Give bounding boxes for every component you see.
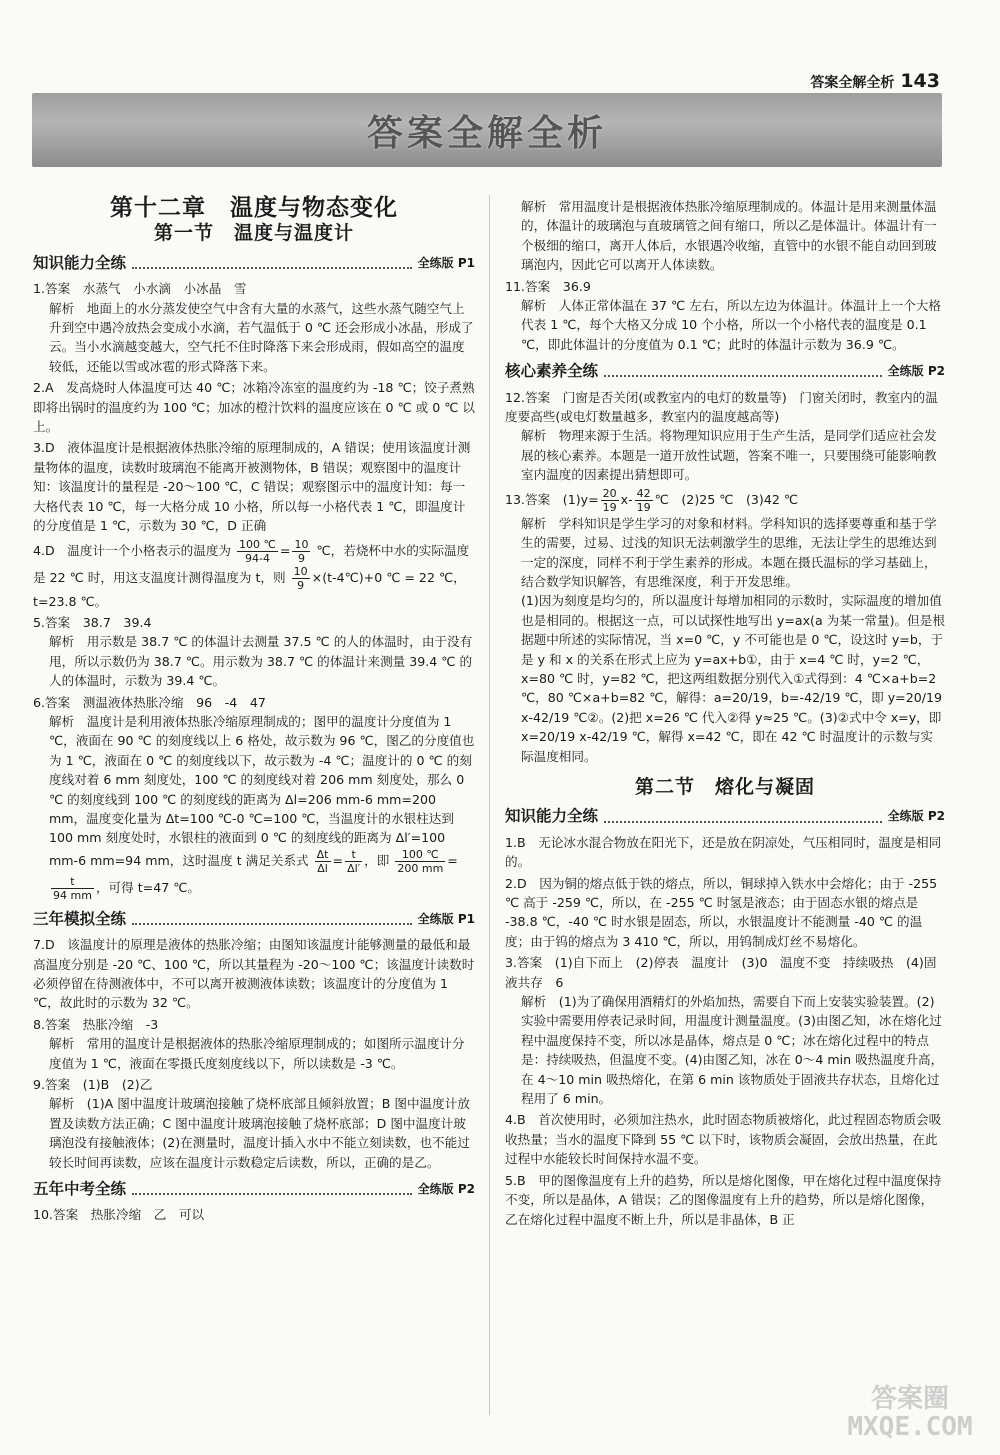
answer-item <box>33 1015 475 1073</box>
title-banner <box>32 93 942 167</box>
bar-title: 知识能力全练 <box>33 253 127 272</box>
answer-text: 4.B 首次使用时，必须加注热水，此时固态物质被熔化，此过程固态物质会吸收热量；当水的温度下降到 55 ℃ 以下时，该物质会凝固，会放出热量，在此过程中水能较长时间保持水温不变。 <box>505 1112 942 1167</box>
fraction: $\frac{\Delta t}{\Delta l}$ <box>316 847 329 875</box>
answer-item <box>33 438 475 535</box>
fraction: $\frac{42}{19}$ <box>636 486 651 514</box>
chapter-title: 第十二章 温度与物态变化 <box>110 195 398 221</box>
bar-version: 全练版 P2 <box>417 1182 475 1197</box>
explanation-text: 解析 (1)为了确保用酒精灯的外焰加热，需要自下而上安装实验装置。(2)实验中需要用停表记录时间，用温度计测量温度。(3)由图乙知，冰在熔化过程中温度保持不变，所以冰是晶体，熔点是 0 ℃；冰在熔化过程中的特点是：持续吸热，但温度不变。(4)由图乙知，冰在 0～4 min 吸热温度升高，在 4～10 min 吸热熔化，在第 6 min 该物质处于固液共存状态，且熔化过程用了 6 min。 <box>521 994 944 1107</box>
answer-text: 5.B 甲的图像温度有上升的趋势，所以是熔化图像，甲在熔化过程中温度保持不变，所以是晶体，A 错误；乙的图像温度有上升的趋势，所以是熔化图像，乙在熔化过程中温度不断上升，所以是非晶体，B 正 <box>505 1172 942 1227</box>
page-number: 143 <box>900 70 940 92</box>
bar-title: 核心素养全练 <box>505 362 599 381</box>
right-column <box>505 195 945 1231</box>
answer-item <box>505 388 945 485</box>
explanation-text: 解析 物理来源于生活。将物理知识应用于生产生活，是同学们适应社会发展的核心素养。本题是一道开放性试题，答案不唯一，只要围绕可能影响教室内温度的因素提出猜想即可。 <box>521 428 937 483</box>
answer-item <box>33 693 475 902</box>
explanation-text: 解析 温度计是利用液体热胀冷缩原理制成的；图甲的温度计分度值为 1 ℃，液面在 90 ℃ 的刻度线以上 6 格处，故示数为 96 ℃，图乙的分度值也为 1 ℃，液面在 0 ℃ 的刻度线以下，故示数为 -4 ℃；温度计的 0 ℃ 的刻度线对着 6 mm 刻度处，100 ℃ 的刻度线对着 206 mm 刻度处，那么 0 ℃ 的刻度线到 100 ℃ 的刻度线的距离为 Δl=206 mm-6 mm=200 mm，温度变化量为 Δt=100 ℃-0 ℃=100 ℃，当温度计的水银柱达到 100 mm 刻度处时，水银柱的液面到 0 ℃ 的刻度线的距离为 Δl′=100 mm-6 mm=94 mm，这时温度 t 满足关系式 $\frac{\Delta t}{\Delta l}$ = $\frac{t}{\Delta l'}$ ，即 $\frac{100 ℃}{200 mm}$ = $\frac{t}{94 mm}$ ，可得 t=47 ℃。 <box>49 713 475 902</box>
text-span: ℃ (2)25 ℃ (3)42 ℃ <box>654 491 799 507</box>
answer-text: 4.D 温度计一个小格表示的温度为 $\frac{100 ℃}{94-4}$ = $\frac{10}{9}$ ℃，若烧杯中水的实际温度是 22 ℃ 时，用这支温度计测得温度为 t，则 $\frac{10}{9}$ ×(t-4℃)+0 ℃ = 22 ℃，t=23.8 ℃。 <box>33 537 470 609</box>
bar-version: 全练版 P1 <box>417 911 475 926</box>
text-span: ×(t-4℃)+0 ℃ = 22 ℃，t=23.8 ℃。 <box>33 569 466 609</box>
explanation-text: 解析 学科知识是学生学习的对象和材料。学科知识的选择要尊重和基于学生的需要，过易、过浅的知识无法刺激学生的思维，无法让学生的思维达到一定的深度，同样不利于学生素养的形成。本题在摄氏温标的学习基础上，结合数学知识解答，有思维深度，利于开发思维。 <box>521 515 937 589</box>
answer-item <box>33 538 475 611</box>
answer-item <box>33 1075 475 1172</box>
text-span: ，可得 t=47 ℃。 <box>95 879 200 895</box>
answer-item <box>505 197 945 275</box>
answer-item <box>33 613 475 691</box>
answer-item <box>33 935 475 1013</box>
banner-title: 答案全解全析 <box>366 112 607 154</box>
text-span: 13.答案 (1)y= <box>505 491 599 507</box>
bar-title: 三年模拟全练 <box>33 909 127 928</box>
text-span: 4.D 温度计一个小格表示的温度为 <box>33 542 232 558</box>
answer-item <box>505 1171 945 1229</box>
fraction: $\frac{10}{9}$ <box>294 537 309 565</box>
answer-text: 1.答案 水蒸气 小水滴 小冰晶 雪 <box>33 281 247 297</box>
answer-text: 2.A 发高烧时人体温度可达 40 ℃；冰箱冷冻室的温度约为 -18 ℃；饺子煮熟即将出锅时的温度约为 100 ℃；加冰的橙汁饮料的温度应该在 0 ℃ 或 0 ℃ 以上。 <box>33 380 475 435</box>
answer-text: 12.答案 门窗是否关闭(或教室内的电灯的数量等) 门窗关闭时，教室内的温度要高些(或电灯数量越多，教室内的温度越高等) <box>505 389 938 425</box>
answer-text: 8.答案 热胀冷缩 -3 <box>33 1016 159 1032</box>
answer-item <box>505 953 945 1108</box>
explanation-text: 解析 人体正常体温在 37 ℃ 左右，所以左边为体温计。体温计上一个大格代表 1 ℃，每个大格又分成 10 个小格，所以一个小格代表的温度是 0.1 ℃，即此体温计的分度值为 0.1 ℃；此时的体温计示数为 36.9 ℃。 <box>521 298 941 352</box>
explanation-text: 解析 常用温度计是根据液体热胀冷缩原理制成的。体温计是用来测量体温的，体温计的玻璃泡与直玻璃管之间有缩口，所以乙是体温计。体温计有一个极细的缩口，离开人体后，水银遇冷收缩，直管中的水银不能自动回到玻璃泡内，因此它可以离开人体读数。 <box>521 199 937 273</box>
fraction: $\frac{100 ℃}{200 mm}$ <box>397 847 444 875</box>
explanation-text: 解析 地面上的水分蒸发使空气中含有大量的水蒸气，这些水蒸气随空气上升到空中遇冷放热会变成小水滴，若气温低于 0 ℃ 还会形成小冰晶，形成了云。当小水滴越变越大，空气托不住时降落下来会形成雨，假如高空的温度较低，还能以雪或冰雹的形式降落下来。 <box>49 300 474 374</box>
answer-text: 11.答案 36.9 <box>505 278 591 294</box>
answer-text: 3.D 液体温度计是根据液体热胀冷缩的原理制成的，A 错误；使用该温度计测量物体的温度，读数时玻璃泡不能离开被测物体，B 错误；观察图中的温度计知：该温度计的量程是 -20～100 ℃，C 错误；观察图示中的温度计知：每一大格代表 10 ℃，每一大格分成 10 小格，所以每一小格代表 1 ℃，即温度计的分度值是 1 ℃，示数为 30 ℃，D 正确 <box>33 440 471 534</box>
answer-item <box>505 277 945 355</box>
section-bar <box>33 1180 475 1199</box>
answer-text: 13.答案 (1)y= $\frac{20}{19}$ x- $\frac{42}{19}$ ℃ (2)25 ℃ (3)42 ℃ <box>505 486 799 514</box>
answer-text: 3.答案 (1)自下而上 (2)停表 温度计 (3)0 温度不变 持续吸热 (4)固液共存 6 <box>505 955 937 990</box>
answer-text: 1.B 无论冰水混合物放在阳光下，还是放在阴凉处，气压相同时，温度是相同的。 <box>505 834 942 870</box>
left-column <box>33 195 475 1227</box>
answer-item <box>505 833 945 872</box>
fraction: $\frac{t}{\Delta l'}$ <box>347 847 361 875</box>
bar-version: 全练版 P1 <box>417 255 475 270</box>
answer-item <box>505 874 945 952</box>
answer-text: 7.D 该温度计的原理是液体的热胀冷缩；由图知该温度计能够测量的最低和最高温度分别是 -20 ℃、100 ℃，所以其量程为 -20～100 ℃；该温度计读数时必须停留在待测液体中，不可以离开被测液体读数；该温度计的分度值为 1 ℃，故此时的示数为 32 ℃。 <box>33 937 475 1011</box>
explanation-text: (1)因为刻度是均匀的，所以温度计每增加相同的示数时，实际温度的增加值也是相同的。根据这一点，可以试探性地写出 y=ax(a 为某一常量)。但是根据题中所述的实际情况，当 x=0 ℃，y 不可能也是 0 ℃，设这时 y=b，于是 y 和 x 的关系在形式上应为 y=ax+b①，由于 x=4 ℃ 时，y=2 ℃，x=80 ℃ 时，y=82 ℃，把这两组数据分别代入①式得到：4 ℃×a+b=2 ℃，80 ℃×a+b=82 ℃，解得：a=20/19，b=-42/19 ℃，即 y=20/19 x-42/19 ℃②。(2)把 x=26 ℃ 代入②得 y≈25 ℃。(3)②式中令 x=y，即 x=20/19 x-42/19 ℃，解得 x=42 ℃，即在 42 ℃ 时温度计的示数与实际温度相同。 <box>521 593 945 764</box>
text-span: 解析 温度计是利用液体热胀冷缩原理制成的；图甲的温度计分度值为 1 ℃，液面在 90 ℃ 的刻度线以上 6 格处，故示数为 96 ℃，图乙的分度值也为 1 ℃，液面在 0 ℃ 的刻度线以下，故示数为 -4 ℃；温度计的 0 ℃ 的刻度线对着 6 mm 刻度处，100 ℃ 的刻度线对着 206 mm 刻度处，那么 0 ℃ 的刻度线到 100 ℃ 的刻度线的距离为 Δl=206 mm-6 mm=200 mm，温度变化量为 Δt=100 ℃-0 ℃=100 ℃，当温度计的水银柱达到 100 mm 刻度处时，水银柱的液面到 0 ℃ 的刻度线的距离为 Δl′=100 mm-6 mm=94 mm，这时温度 t 满足关系式 <box>49 713 475 868</box>
answer-item <box>505 487 945 766</box>
section-bar <box>505 807 945 826</box>
bar-title: 五年中考全练 <box>33 1180 127 1199</box>
explanation-text: 解析 常用的温度计是根据液体的热胀冷缩原理制成的；如图所示温度计分度值为 1 ℃，液面在零摄氏度刻度线以下，所以读数是 -3 ℃。 <box>49 1036 465 1071</box>
fraction: $\frac{10}{9}$ <box>293 564 308 592</box>
bar-version: 全练版 P2 <box>887 809 945 824</box>
answer-text: 5.答案 38.7 39.4 <box>33 614 152 630</box>
answer-item <box>33 279 475 376</box>
answer-item <box>505 1110 945 1168</box>
answer-text: 2.D 因为铜的熔点低于铁的熔点，所以，铜球掉入铁水中会熔化；由于 -255 ℃ 高于 -259 ℃，所以，在 -255 ℃ 时氢是液态；由于固态水银的熔点是 -38.8 ℃，-40 ℃ 时水银是固态，所以，水银温度计不能测量 -40 ℃ 的温度；由于钨的熔点为 3 410 ℃，所以，用钨制成灯丝不易熔化。 <box>505 875 938 949</box>
section-bar <box>33 254 475 273</box>
section-bar <box>505 362 945 381</box>
answer-item <box>33 1205 475 1224</box>
section-bar <box>33 910 475 929</box>
section-title-2: 第二节 熔化与凝固 <box>634 775 815 798</box>
answer-text: 9.答案 (1)B (2)乙 <box>33 1077 153 1093</box>
page-header <box>810 70 940 92</box>
answer-item <box>33 378 475 436</box>
fraction: $\frac{20}{19}$ <box>602 486 617 514</box>
text-span: ℃，若烧杯中水的实际温度是 22 ℃ 时，用这支温度计测得温度为 t，则 <box>33 542 470 585</box>
explanation-text: 解析 (1)A 图中温度计玻璃泡接触了烧杯底部且倾斜放置；B 图中温度计放置及读数方法正确；C 图中温度计玻璃泡接触了烧杯底部；D 图中温度计玻璃泡没有接触液体；(2)在测量时，温度计插入水中不能立刻读数，也不能过较长时间再读数，应该在温度计示数稳定后读数，所以，正确的是乙。 <box>49 1096 470 1170</box>
section-title-1: 第一节 温度与温度计 <box>153 222 354 245</box>
fraction: $\frac{t}{94 mm}$ <box>53 874 92 902</box>
header-title: 答案全解全析 <box>810 75 895 91</box>
answer-text: 10.答案 热胀冷缩 乙 可以 <box>33 1207 205 1223</box>
explanation-text: 解析 用示数是 38.7 ℃ 的体温计去测量 37.5 ℃ 的人的体温时，由于没有甩，所以示数仍为 38.7 ℃。用示数为 38.7 ℃ 的体温计来测量 39.4 ℃ 的人的体温时，示数为 39.4 ℃。 <box>49 634 473 689</box>
watermark-logo: 答案圈 MXQE.COM <box>847 1384 973 1442</box>
column-divider <box>489 195 490 1415</box>
bar-version: 全练版 P2 <box>887 364 945 379</box>
fraction: $\frac{100 ℃}{94-4}$ <box>239 537 276 565</box>
answer-text: 6.答案 测温液体热胀冷缩 96 -4 47 <box>33 694 266 710</box>
bar-title: 知识能力全练 <box>505 807 599 826</box>
